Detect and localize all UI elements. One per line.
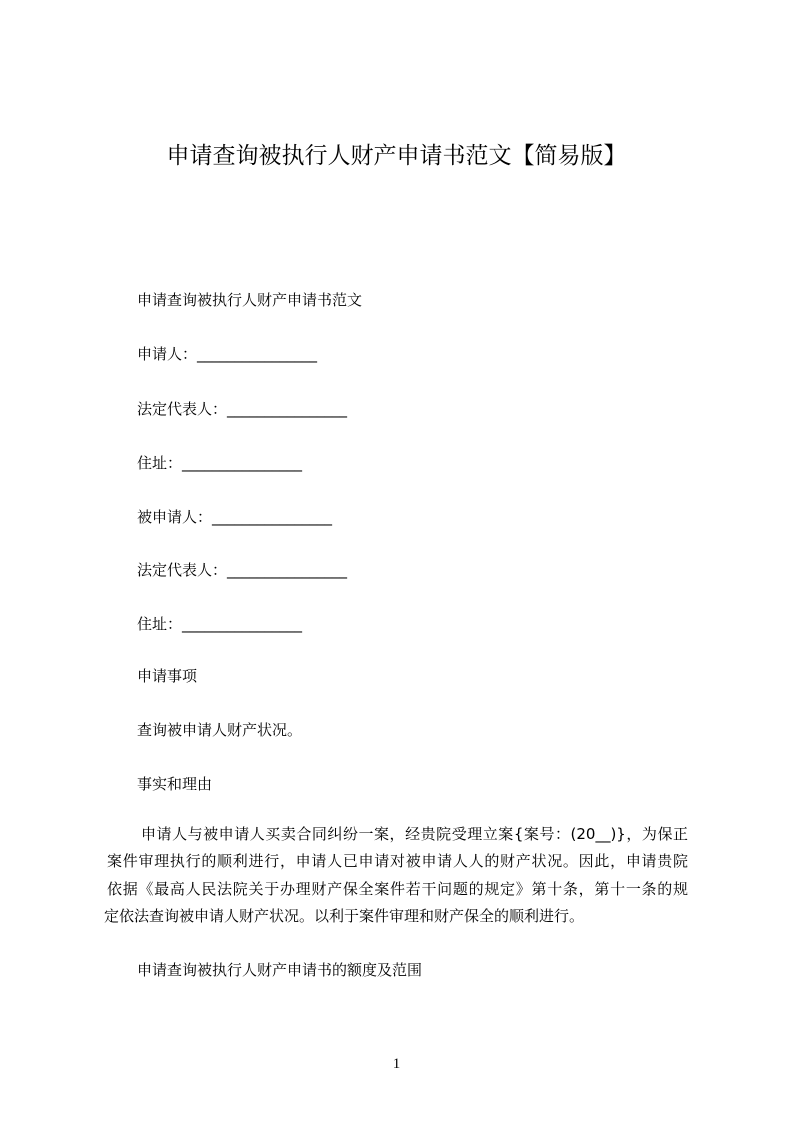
subtitle: 申请查询被执行人财产申请书范文	[137, 291, 363, 309]
legal-rep-field: 法定代表人：________________	[137, 400, 348, 418]
document-title: 申请查询被执行人财产申请书范文【简易版】	[166, 143, 627, 169]
applicant-field: 申请人：________________	[137, 345, 318, 363]
respondent-legal-rep-field: 法定代表人：________________	[137, 561, 348, 579]
address-field: 住址：________________	[137, 454, 303, 472]
paragraph-line: 定依法查询被申请人财产状况。以利于案件审理和财产保全的顺利进行。	[104, 907, 585, 925]
page-number: 1	[392, 1056, 401, 1072]
respondent-field: 被申请人：________________	[137, 508, 333, 526]
section-heading-request: 申请事项	[137, 667, 198, 685]
respondent-address-field: 住址：________________	[137, 615, 303, 633]
section-heading-scope: 申请查询被执行人财产申请书的额度及范围	[137, 961, 423, 979]
section-heading-facts: 事实和理由	[137, 775, 213, 793]
paragraph-line: 案件审理执行的顺利进行，申请人已申请对被申请人人的财产状况。因此，申请贵院	[107, 852, 688, 870]
request-text: 查询被申请人财产状况。	[137, 721, 303, 739]
paragraph-line: 依据《最高人民法院关于办理财产保全案件若干问题的规定》第十条，第十一条的规	[107, 880, 688, 898]
paragraph-line: 申请人与被申请人买卖合同纠纷一案，经贵院受理立案{案号：(20__)}，为保正	[141, 825, 688, 843]
